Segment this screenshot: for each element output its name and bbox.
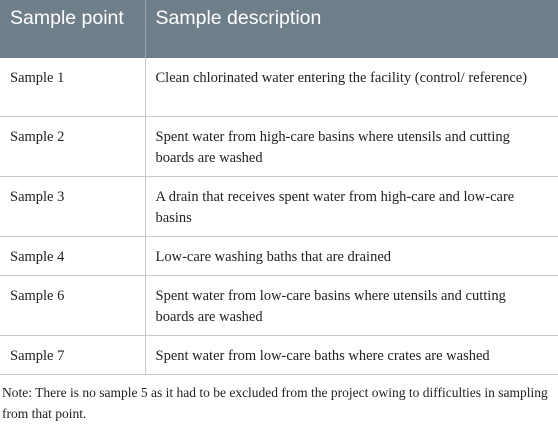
sample-description-cell: Spent water from low-care basins where utensils and cutting boards are washed [145, 275, 558, 335]
sample-point-cell: Sample 7 [0, 335, 145, 374]
table-body [0, 58, 558, 374]
sample-description-cell: Low-care washing baths that are drained [145, 236, 558, 275]
sample-description-cell: Spent water from high-care basins where utensils and cutting boards are washed [145, 116, 558, 176]
sample-description-cell: Clean chlorinated water entering the facility (control/ reference) [145, 58, 558, 116]
sample-point-cell: Sample 4 [0, 236, 145, 275]
table-row [0, 116, 558, 176]
header-sample-description: Sample description [145, 0, 558, 58]
sample-point-cell: Sample 3 [0, 176, 145, 236]
table-row [0, 176, 558, 236]
table-row [0, 236, 558, 275]
sample-description-cell: Spent water from low-care baths where crates are washed [145, 335, 558, 374]
table-row [0, 58, 558, 116]
sample-point-cell: Sample 1 [0, 58, 145, 116]
sample-description-cell: A drain that receives spent water from high-care and low-care basins [145, 176, 558, 236]
table-row [0, 275, 558, 335]
header-sample-point: Sample point [0, 0, 145, 58]
table-row [0, 335, 558, 374]
table-footnote: Note: There is no sample 5 as it had to be excluded from the project owing to difficulties in sampling from that point. [2, 384, 548, 421]
header-row [0, 0, 558, 58]
sample-point-cell: Sample 2 [0, 116, 145, 176]
sample-point-cell: Sample 6 [0, 275, 145, 335]
table-header [0, 0, 558, 58]
